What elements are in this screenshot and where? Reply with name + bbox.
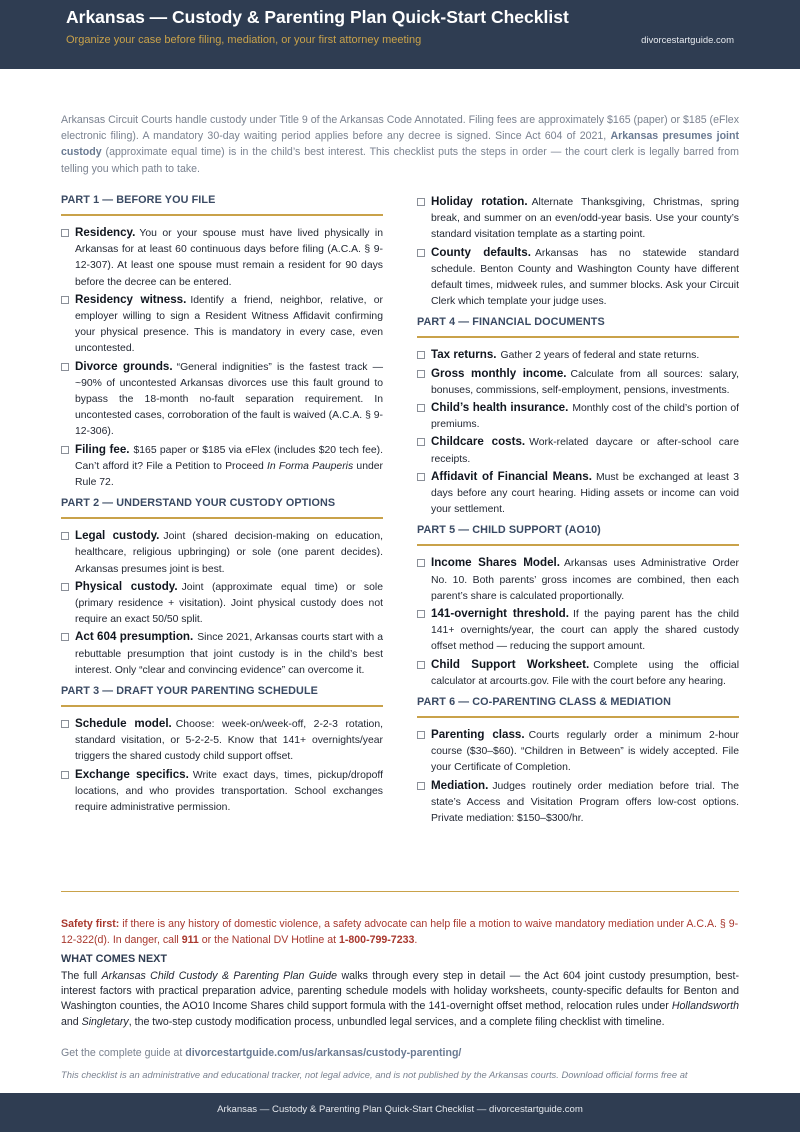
disclaimer: This checklist is an administrative and educational tracker, not legal advice, and is not published by the Arkansas courts. Download official forms free at xyxy=(61,1069,688,1080)
checkbox[interactable] xyxy=(61,633,69,641)
item-title: 141-overnight threshold. xyxy=(431,607,569,621)
checklist-item xyxy=(417,347,739,364)
header-site-link[interactable]: divorcestartguide.com xyxy=(641,35,734,46)
item-title: Residency. xyxy=(75,226,136,239)
part-3-heading: PART 3 — DRAFT YOUR PARENTING SCHEDULE xyxy=(61,685,383,707)
checkbox[interactable] xyxy=(61,532,69,540)
checkbox[interactable] xyxy=(417,559,425,567)
item-text: Arkansas has no statewide standard schedule. Benton County and Washington County have different default times, midweek rules, and summer blocks. Ask your Circuit Clerk which template your judge uses. xyxy=(431,247,739,308)
safety-text-2: or the National DV Hotline at xyxy=(198,934,339,946)
item-text: You or your spouse must have lived physically in Arkansas for at least 60 continuous days before filing (A.C.A. § 9-12-307). At least one spouse must remain a resident for 90 days before the decree can be entered. xyxy=(75,228,383,288)
item-title: Schedule model. xyxy=(75,717,172,731)
checklist-item xyxy=(417,469,739,519)
guide-title: Arkansas Child Custody & Parenting Plan Guide xyxy=(101,970,338,982)
checklist-item xyxy=(417,727,739,777)
checklist-item xyxy=(61,716,383,766)
item-title: Child’s health insurance. xyxy=(431,401,569,415)
checkbox[interactable] xyxy=(417,610,425,618)
footer-text: Arkansas — Custody & Parenting Plan Quick-Start Checklist — divorcestartguide.com xyxy=(217,1104,583,1115)
item-text: Judges routinely order mediation before trial. The state’s Access and Visitation Program offers low-cost options. Private mediation: $150–$300/hr. xyxy=(431,780,739,825)
checkbox[interactable] xyxy=(61,363,69,371)
checklist-item xyxy=(417,194,739,244)
next-text-2: walks through every step in detail — the Act 604 joint custody presumption, best-interest factors with practical preparation advice, parenting schedule models with holiday worksheets, county-specific defaults for Benton and Washington counties, the AO10 Income Shares child support formula with the 141-overnight offset method, relocation rules under xyxy=(61,970,740,1013)
guide-cta xyxy=(61,1047,461,1059)
item-title: Income Shares Model. xyxy=(431,556,560,570)
checkbox[interactable] xyxy=(61,771,69,779)
item-text: “General indignities” is the fastest track — ~90% of uncontested Arkansas divorces use this fault ground to bypass the 18-month no-fault separation requirement. In uncontested cases, corroboration of the fault is waived (A.C.A. § 9-12-306). xyxy=(75,361,384,438)
emergency-number: 911 xyxy=(181,934,199,946)
checklist-item xyxy=(417,245,739,311)
item-title: Mediation. xyxy=(431,778,489,792)
page-header xyxy=(0,0,800,69)
checkbox[interactable] xyxy=(61,583,69,591)
document-title: Arkansas — Custody & Parenting Plan Quick-Start Checklist xyxy=(66,7,569,27)
item-text: Work-related daycare or after-school care receipts. xyxy=(431,437,739,465)
checkbox[interactable] xyxy=(61,446,69,454)
part-5-heading: PART 5 — CHILD SUPPORT (AO10) xyxy=(417,524,739,546)
item-text: Arkansas uses Administrative Order No. 10. Both parents’ gross incomes are combined, then each parent’s share is calculated proportionally. xyxy=(431,558,739,602)
checklist-item xyxy=(61,359,383,441)
item-title: Filing fee. xyxy=(75,442,130,456)
checkbox[interactable] xyxy=(417,370,425,378)
item-text: Joint (approximate equal time) or sole (primary residence + visitation). Joint physical custody does not require an exact 50/50 split. xyxy=(75,581,383,626)
item-text: Write exact days, times, pickup/dropoff locations, and who provides transportation. School exchanges require administrative permission. xyxy=(75,769,383,814)
intro-text-before: Arkansas Circuit Courts handle custody under Title 9 of the Arkansas Code Annotated. Filing fees are approximately $165 (paper) or $185 (eFlex electronic filing). A mandatory 30-day waiting period applies before any decree is signed. Since Act 604 of 2021, xyxy=(61,114,739,143)
item-title: Childcare costs. xyxy=(431,435,526,449)
part-6-heading: PART 6 — CO-PARENTING CLASS & MEDIATION xyxy=(417,696,739,718)
document-subtitle: Organize your case before filing, mediation, or your first attorney meeting xyxy=(66,34,422,46)
checkbox[interactable] xyxy=(417,198,425,206)
checkbox[interactable] xyxy=(417,661,425,669)
item-text: Alternate Thanksgiving, Christmas, spring break, and summer on an even/odd-year basis. Use your county’s standard visitation template as a starting point. xyxy=(431,197,740,241)
item-text: Courts regularly order a minimum 2-hour course ($30–$60). “Children in Between” is widely accepted. File your Certificate of Completion. xyxy=(431,730,739,774)
checklist-item xyxy=(417,366,739,399)
item-text: Calculate from all sources: salary, bonuses, commissions, self-employment, pensions, investments. xyxy=(431,368,739,396)
safety-text-3: . xyxy=(414,934,418,946)
item-text: Gather 2 years of federal and state returns. xyxy=(500,350,700,362)
checklist-item xyxy=(417,434,739,467)
section-divider xyxy=(61,891,739,892)
item-title: Physical custody. xyxy=(75,579,178,593)
cta-prefix: Get the complete guide at xyxy=(61,1047,186,1059)
item-title: County defaults. xyxy=(431,245,531,259)
next-text-3: , the two-step custody modification process, unbundled legal services, and a complete filing checklist with timeline. xyxy=(128,1015,665,1028)
guide-link[interactable]: divorcestartguide.com/us/arkansas/custody-parenting/ xyxy=(185,1047,462,1059)
item-text: Identify a friend, neighbor, relative, or employer willing to sign a Resident Witness Affidavit confirming your physical presence. This is mandatory in every case, even uncontested. xyxy=(75,294,383,355)
hotline-number: 1-800-799-7233 xyxy=(338,934,415,946)
part-2-heading: PART 2 — UNDERSTAND YOUR CUSTODY OPTIONS xyxy=(61,497,383,519)
item-title: Holiday rotation. xyxy=(431,195,528,208)
checklist-item xyxy=(61,767,383,817)
item-title: Parenting class. xyxy=(431,728,525,742)
item-italic: In Forma Pauperis xyxy=(267,460,354,472)
item-text: Monthly cost of the child’s portion of premiums. xyxy=(431,403,739,431)
part-1-heading: PART 1 — BEFORE YOU FILE xyxy=(61,194,383,216)
checkbox[interactable] xyxy=(417,782,425,790)
checkbox[interactable] xyxy=(417,731,425,739)
item-text: $165 paper or $185 via eFlex (includes $20 tech fee). Can’t afford it? File a Petition to Proceed xyxy=(75,444,383,472)
right-column xyxy=(417,194,739,828)
item-text: Must be exchanged at least 3 days before any court hearing. Hiding assets or income can void your settlement. xyxy=(431,471,739,516)
checkbox[interactable] xyxy=(417,249,425,257)
page-footer xyxy=(0,1093,800,1132)
item-title: Gross monthly income. xyxy=(431,366,567,380)
case-name-1: Hollandsworth xyxy=(671,1000,739,1013)
item-text: Complete using the official calculator at arcourts.gov. File with the court before any hearing. xyxy=(431,659,740,687)
checklist-item xyxy=(417,555,739,605)
next-text-and: and xyxy=(61,1015,82,1028)
item-title: Residency witness. xyxy=(75,292,187,306)
checklist-item xyxy=(417,778,739,828)
checkbox[interactable] xyxy=(61,296,69,304)
checklist-item xyxy=(61,292,383,358)
item-title: Affidavit of Financial Means. xyxy=(431,469,592,483)
next-text-1: The full xyxy=(61,970,102,982)
checkbox[interactable] xyxy=(417,404,425,412)
checklist-item xyxy=(417,606,739,656)
checklist-item xyxy=(61,629,383,679)
left-column xyxy=(61,194,383,817)
item-text: Joint (shared decision-making on education, healthcare, religious upbringing) or sole (one parent decides). Arkansas presumes joint is best. xyxy=(75,531,383,575)
whats-next-paragraph xyxy=(61,969,739,1030)
whats-next-heading: WHAT COMES NEXT xyxy=(61,953,167,965)
safety-text: if there is any history of domestic violence, a safety advocate can help file a motion to waive mandatory mediation under A.C.A. § 9-12-322(d). In danger, call xyxy=(61,918,739,946)
item-text-2: under Rule 72. xyxy=(75,460,383,489)
checklist-item xyxy=(61,225,383,291)
safety-notice xyxy=(61,916,739,948)
checkbox[interactable] xyxy=(417,438,425,446)
item-title: Child Support Worksheet. xyxy=(431,657,590,671)
checkbox[interactable] xyxy=(417,351,425,359)
item-title: Act 604 presumption. xyxy=(75,630,194,644)
intro-paragraph xyxy=(61,112,739,177)
item-text: Since 2021, Arkansas courts start with a rebuttable presumption that joint custody is in the child’s best interest. Only “clear and convincing evidence” can overcome it. xyxy=(75,632,383,676)
safety-label: Safety first: xyxy=(61,918,120,930)
checklist-item xyxy=(61,579,383,629)
item-text: Choose: week-on/week-off, 2-2-3 rotation, standard visitation, or 5-2-2-5. Know that 141+ overnights/year triggers the shared custody child support offset. xyxy=(75,719,383,763)
item-text: If the paying parent has the child 141+ overnights/year, the court can apply the shared custody offset method — reducing the support amount. xyxy=(431,609,740,653)
checklist-item xyxy=(61,442,383,492)
item-title: Exchange specifics. xyxy=(75,767,189,781)
checklist-item xyxy=(417,657,739,690)
part-4-heading: PART 4 — FINANCIAL DOCUMENTS xyxy=(417,316,739,338)
case-name-2: Singletary xyxy=(81,1015,129,1028)
intro-bold: Arkansas presumes joint custody xyxy=(61,130,740,159)
checklist-item xyxy=(61,528,383,578)
intro-text-after: (approximate equal time) is in the child’s best interest. This checklist puts the steps in order — the court clerk is legally barred from telling you which path to take. xyxy=(61,146,739,175)
item-title: Legal custody. xyxy=(75,529,160,543)
item-title: Divorce grounds. xyxy=(75,359,173,373)
checklist-item xyxy=(417,400,739,433)
checkbox[interactable] xyxy=(417,473,425,481)
checkbox[interactable] xyxy=(61,229,69,237)
item-title: Tax returns. xyxy=(431,348,497,362)
checkbox[interactable] xyxy=(61,720,69,728)
